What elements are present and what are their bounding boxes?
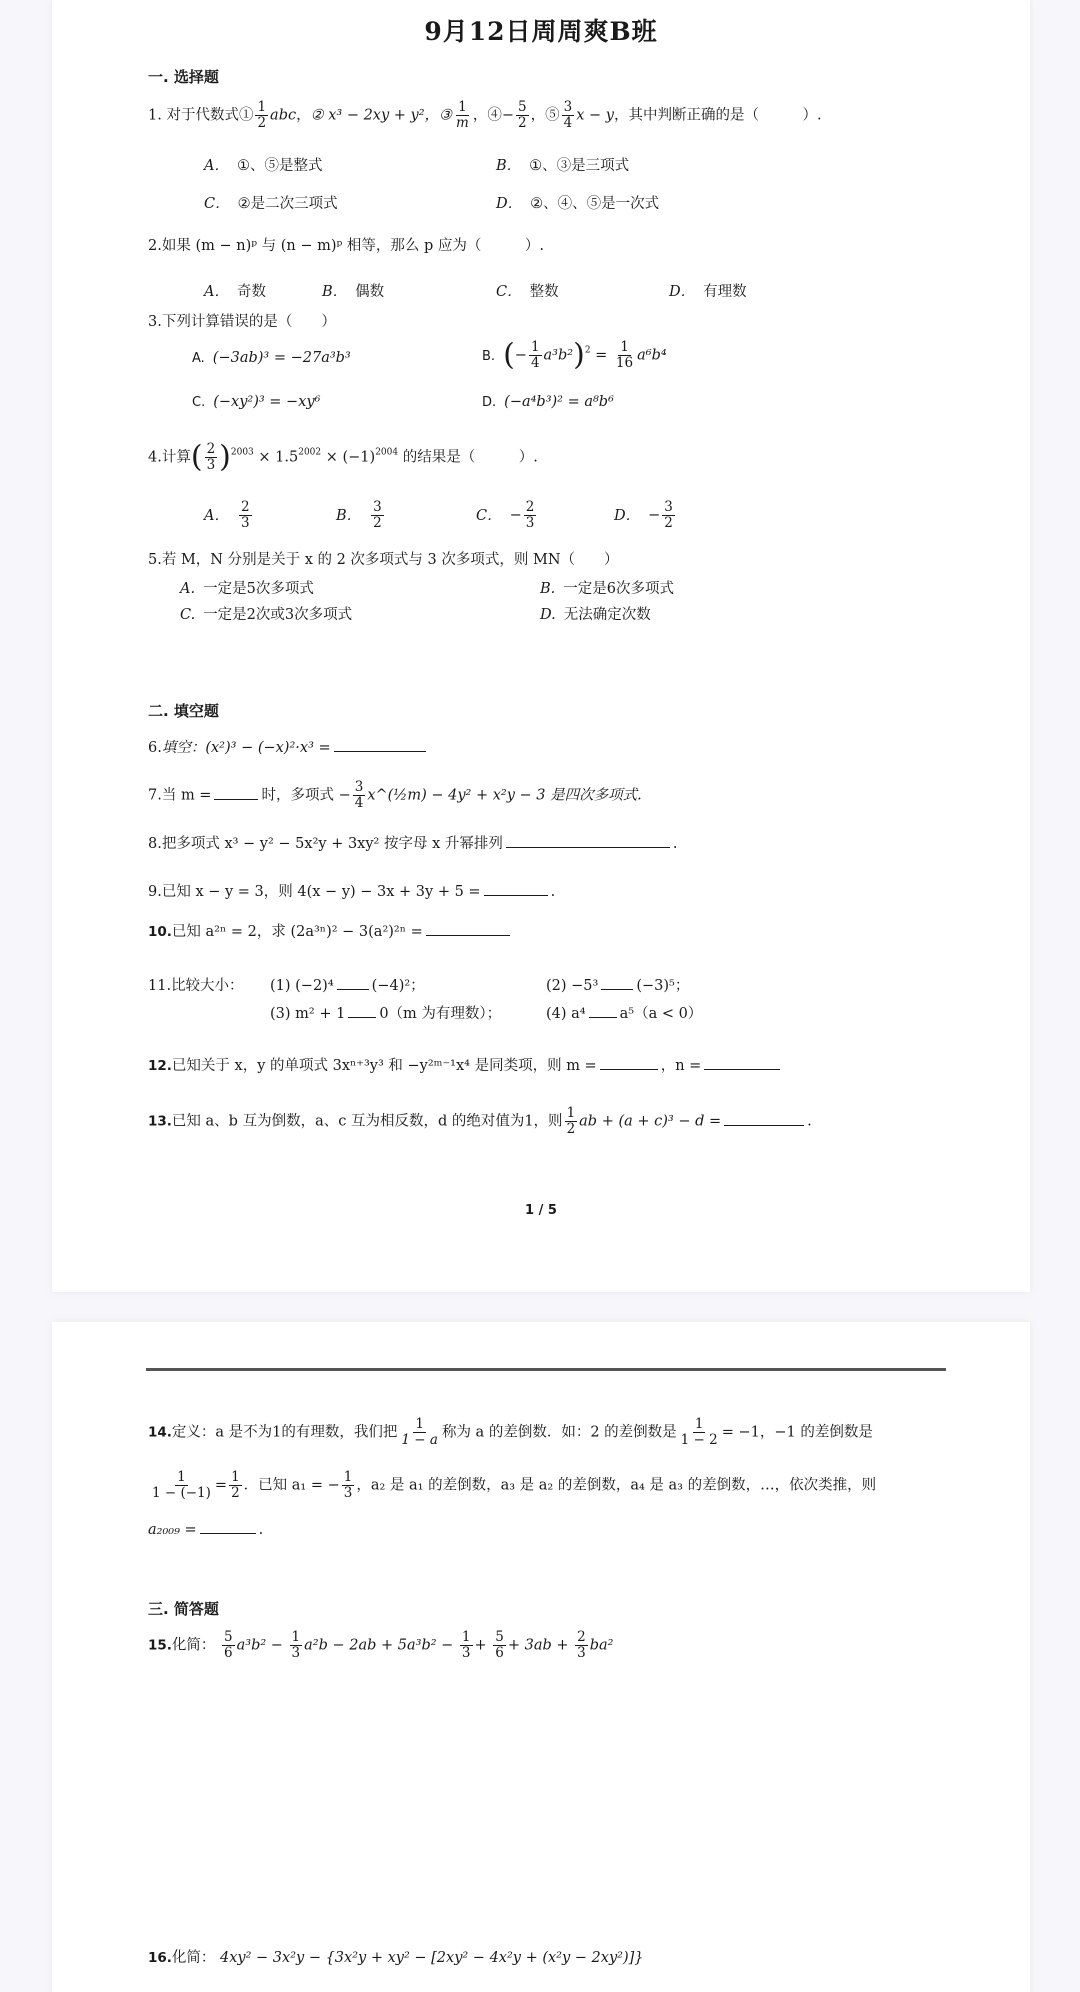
question-3: 3.下列计算错误的是（ ） [148, 314, 336, 330]
question-7: 7.当 m = 时，多项式 − $\frac{3}{4}$ x^(½m) − 4y² + x²y − 3 是四次多项式. [148, 779, 642, 811]
option-a[interactable]: A. 一定是5次多项式 [180, 581, 314, 597]
option-a[interactable]: A． 奇数 [204, 284, 266, 300]
fraction: $\frac{1}{2}$ [257, 99, 267, 131]
question-14-line-3: a₂₀₀₉ = . [148, 1522, 264, 1538]
page-indicator: 1 / 5 [525, 1203, 557, 1218]
answer-blank[interactable] [426, 922, 510, 936]
section-heading-fill-in: 二. 填空题 [148, 702, 219, 720]
option-c[interactable]: C. 一定是2次或3次多项式 [180, 607, 353, 623]
question-14-line-1: 14.定义：a 是不为1的有理数，我们把 $\frac{1}{1 - a}$ 称为 a 的差倒数．如：2 的差倒数是 $\frac{1}{1 - 2}$ = −1，−1 的差倒数是 [148, 1416, 873, 1448]
answer-blank[interactable] [600, 1056, 658, 1070]
answer-blank[interactable] [200, 1520, 256, 1534]
option-d[interactable]: D． ②、④、⑤是一次式 [496, 196, 660, 212]
answer-blank[interactable] [589, 1004, 617, 1018]
answer-blank[interactable] [506, 834, 670, 848]
section-heading-choice: 一. 选择题 [148, 68, 219, 86]
answer-blank[interactable] [337, 976, 369, 990]
answer-blank[interactable] [724, 1112, 804, 1126]
question-8: 8.把多项式 x³ − y² − 5x²y + 3xy² 按字母 x 升幂排列 . [148, 836, 678, 852]
question-11-part-2: (2) −5³ (−3)⁵； [546, 978, 690, 994]
option-a[interactable]: A． ①、⑤是整式 [204, 158, 323, 174]
answer-blank[interactable] [214, 786, 258, 800]
question-10: 10.已知 a²ⁿ = 2，求 (2a³ⁿ)² − 3(a²)²ⁿ = [148, 922, 513, 942]
option-b[interactable]: B． $\frac{3}{2}$ [336, 499, 382, 531]
question-1: 1. 对于代数式① $\frac{1}{2}$ abc，② x³ − 2xy + y²，③ $\frac{1}{m}$ ，④− $\frac{5}{2}$ ，⑤ $\frac{3}{4}$ x − y，其中判断正确的是（ ）. [148, 99, 822, 131]
document-page-2 [52, 1322, 1030, 1992]
question-6: 6.填空：(x²)³ − (−x)²·x³ = [148, 738, 429, 758]
question-15: 15.化简： $\frac{5}{6}$ a³b² − $\frac{1}{3}$ a²b − 2ab + 5a³b² − $\frac{1}{3}$ + $\frac{5}{6}$ + 3ab + $\frac{2}{3}$ ba² [148, 1629, 614, 1661]
option-c[interactable]: C． ②是二次三项式 [204, 196, 338, 212]
option-d[interactable]: D． 有理数 [669, 284, 747, 300]
option-c[interactable]: C． 整数 [496, 284, 559, 300]
document-title: 9月12日周周爽B班 [424, 17, 658, 46]
answer-blank[interactable] [484, 882, 548, 896]
option-b[interactable]: B． 偶数 [322, 284, 385, 300]
question-9: 9.已知 x − y = 3，则 4(x − y) − 3x + 3y + 5 = . [148, 884, 556, 900]
answer-blank[interactable] [334, 738, 426, 752]
option-c[interactable]: C． − $\frac{2}{3}$ [476, 499, 535, 531]
question-11: 11.比较大小： [148, 978, 244, 994]
question-11-part-4: (4) a⁴ a⁵（a < 0） [546, 1006, 703, 1022]
question-12: 12.已知关于 x，y 的单项式 3xⁿ⁺³y³ 和 −y²ᵐ⁻¹x⁴ 是同类项，则 m = ，n = [148, 1056, 783, 1076]
section-heading-short-answer: 三. 简答题 [148, 1600, 219, 1618]
answer-blank[interactable] [601, 976, 633, 990]
question-14-line-2: $\frac{1}{1 - (-1)}$ = $\frac{1}{2}$ ．已知 a₁ = − $\frac{1}{3}$ ，a₂ 是 a₁ 的差倒数，a₃ 是 a₂ 的差倒数，a₄ 是 a₃ 的差倒数，…，依次类推，则 [152, 1469, 877, 1501]
option-d[interactable]: D. (−a⁴b³)² = a⁸b⁶ [482, 394, 614, 410]
answer-blank[interactable] [704, 1056, 780, 1070]
document-page-1 [52, 0, 1030, 1292]
question-4: 4.计算( $\frac{2}{3}$ )$^{2003} \times 1.5^{2002} \times (-1)^{2004}$ 的结果是（ ）. [148, 439, 538, 475]
option-b[interactable]: B． ①、③是三项式 [496, 158, 630, 174]
question-11-part-1: (1) (−2)⁴ (−4)²； [270, 978, 425, 994]
question-11-part-3: (3) m² + 1 0（m 为有理数）； [270, 1006, 502, 1022]
option-c[interactable]: C. (−xy²)³ = −xy⁶ [192, 394, 321, 410]
option-a[interactable]: A． $\frac{2}{3}$ [204, 499, 250, 531]
option-d[interactable]: D． − $\frac{3}{2}$ [614, 499, 673, 531]
option-a[interactable]: A. (−3ab)³ = −27a³b³ [192, 350, 351, 366]
option-b[interactable]: B. (− $\frac{1}{4}$ a³b²)$^2$ = $\frac{1}{16}$ a⁶b⁴ [482, 337, 667, 373]
option-d[interactable]: D. 无法确定次数 [540, 607, 651, 623]
question-16: 16.化简： 4xy² − 3x²y − {3x²y + xy² − [2xy² − 4x²y + (x²y − 2xy²)]} [148, 1950, 644, 1966]
answer-blank[interactable] [348, 1004, 376, 1018]
question-5: 5.若 M，N 分别是关于 x 的 2 次多项式与 3 次多项式，则 MN（ ） [148, 552, 619, 568]
question-number: 1. [148, 107, 162, 124]
question-13: 13.已知 a、b 互为倒数，a、c 互为相反数，d 的绝对值为1，则 $\frac{1}{2}$ ab + (a + c)³ − d = . [148, 1105, 812, 1137]
question-2: 2.如果 (m − n)ᵖ 与 (n − m)ᵖ 相等，那么 p 应为（ ）. [148, 238, 545, 254]
header-divider [146, 1368, 946, 1371]
option-b[interactable]: B. 一定是6次多项式 [540, 581, 674, 597]
